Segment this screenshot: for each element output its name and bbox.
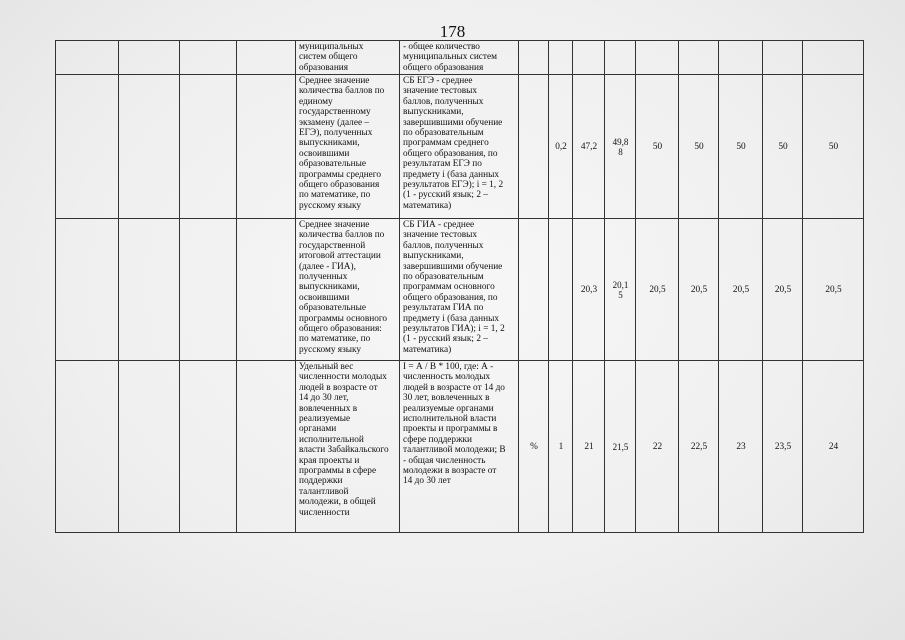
- text-line: 8: [618, 147, 623, 157]
- text-line: единому: [299, 96, 333, 107]
- method-cell: [400, 75, 519, 219]
- value-cell-4: 22,5: [679, 361, 719, 533]
- unit-cell: [519, 219, 549, 361]
- text-line: СБ ГИА - среднее: [403, 220, 475, 230]
- value-cell-4: 20,5: [679, 219, 719, 361]
- unit-cell: %: [519, 361, 549, 533]
- text-line: исполнительной власти: [403, 414, 497, 425]
- empty-cell: [237, 361, 296, 533]
- text-line: выпускниками,: [403, 251, 464, 262]
- unit-cell: [519, 41, 549, 75]
- text-line: программы среднего: [299, 169, 382, 180]
- value-cell-5: 23: [719, 361, 763, 533]
- table-row: [56, 75, 864, 219]
- text-line: образовательные: [299, 303, 366, 314]
- text-line: общего образования, по: [403, 148, 498, 159]
- text-line: количества баллов по: [299, 230, 385, 241]
- text-line: 14 до 30 лет,: [299, 393, 349, 404]
- value-cell-2: [605, 361, 636, 533]
- text-line: проекты и программы в: [403, 424, 498, 435]
- text-line: систем общего: [299, 52, 358, 63]
- text-line: полученных: [299, 272, 348, 283]
- text-line: 5: [618, 290, 623, 300]
- indicator-cell: [296, 41, 400, 75]
- text-line: молодежи, в общей: [299, 497, 376, 508]
- text-line: 20,1: [612, 280, 629, 290]
- value-cell-2: [605, 75, 636, 219]
- text-line: Среднее значение: [299, 220, 370, 230]
- text-line: молодежи в возрасте от: [403, 466, 497, 477]
- text-line: результатам ЕГЭ по: [403, 159, 482, 170]
- value-cell-5: 50: [719, 75, 763, 219]
- text-line: людей в возрасте от: [299, 382, 378, 393]
- text-line: завершившими обучение: [403, 261, 503, 272]
- text-line: муниципальных: [299, 42, 364, 52]
- text-line: численности: [299, 507, 350, 518]
- value-cell-7: 20,5: [803, 219, 864, 361]
- text-line: людей в возрасте от 14 до: [403, 382, 505, 393]
- text-line: 14 до 30 лет: [403, 476, 451, 487]
- text-line: (1 - русский язык; 2 –: [403, 190, 488, 201]
- value-cell-6: 50: [763, 75, 803, 219]
- text-line: органами: [299, 424, 337, 435]
- text-line: 30 лет, вовлеченных в: [403, 393, 490, 404]
- text-line: сфере поддержки: [403, 434, 472, 445]
- text-line: общего образования, по: [403, 292, 498, 303]
- empty-cell: [56, 75, 119, 219]
- value-cell-7: [803, 41, 864, 75]
- empty-cell: [237, 41, 296, 75]
- text-line: поддержки: [299, 476, 343, 487]
- value-cell-3: 50: [636, 75, 679, 219]
- text-line: реализуемые: [299, 414, 351, 425]
- text-line: освоившими: [299, 292, 350, 303]
- value-cell-1: [573, 75, 605, 219]
- empty-cell: [237, 219, 296, 361]
- text-line: муниципальных систем: [403, 52, 497, 63]
- text-line: государственному: [299, 107, 371, 118]
- base-value-cell: [549, 219, 573, 361]
- value-cell-7: 50: [803, 75, 864, 219]
- text-line: математика): [403, 200, 452, 211]
- text-line: предмету i (база данных: [403, 169, 499, 180]
- empty-cell: [56, 219, 119, 361]
- text-line: государственной: [299, 240, 366, 251]
- table-row: [56, 41, 864, 75]
- empty-cell: [237, 75, 296, 219]
- text-line: выпускниками,: [299, 138, 360, 149]
- text-line: (1 - русский язык; 2 –: [403, 334, 488, 345]
- page-number: 178: [439, 22, 466, 41]
- text-line: - общее количество: [403, 42, 480, 52]
- text-line: русскому языку: [299, 200, 362, 211]
- text-line: выпускниками,: [403, 107, 464, 118]
- indicator-cell: [296, 361, 400, 533]
- text-line: 49,8: [612, 137, 629, 147]
- indicator-cell: [296, 219, 400, 361]
- text-line: СБ ЕГЭ - среднее: [403, 76, 473, 86]
- indicators-table: [55, 40, 864, 533]
- value-cell-1: [573, 219, 605, 361]
- text-line: программам среднего: [403, 138, 489, 149]
- value-cell-5: 20,5: [719, 219, 763, 361]
- text-line: результатам ГИА по: [403, 303, 484, 314]
- text-line: общего образования: [403, 62, 484, 73]
- text-line: экзамену (далее –: [299, 117, 370, 128]
- empty-cell: [119, 41, 180, 75]
- empty-cell: [180, 41, 237, 75]
- empty-cell: [119, 75, 180, 219]
- empty-cell: [180, 361, 237, 533]
- base-value-cell: 1: [549, 361, 573, 533]
- value-cell-4: 50: [679, 75, 719, 219]
- value-cell-3: 20,5: [636, 219, 679, 361]
- value-cell-6: 20,5: [763, 219, 803, 361]
- text-line: математика): [403, 344, 452, 355]
- text-line: талантливой молодежи; В: [403, 445, 506, 456]
- text-line: результатов ГИА); i = 1, 2: [403, 324, 505, 335]
- text-line: 47,2: [580, 141, 598, 152]
- text-line: предмету i (база данных: [403, 313, 499, 324]
- text-line: края проекты и: [299, 455, 360, 466]
- base-value-cell: [549, 41, 573, 75]
- text-line: 20,3: [580, 284, 598, 295]
- text-line: Среднее значение: [299, 76, 370, 86]
- value-cell-4: [679, 41, 719, 75]
- value-cell-3: 22: [636, 361, 679, 533]
- text-line: 21: [584, 441, 594, 452]
- empty-cell: [180, 219, 237, 361]
- value-cell-5: [719, 41, 763, 75]
- empty-cell: [119, 219, 180, 361]
- text-line: завершившими обучение: [403, 117, 503, 128]
- method-cell: [400, 41, 519, 75]
- text-line: по образовательным: [403, 128, 484, 139]
- text-line: значение тестовых: [403, 230, 478, 241]
- text-line: (далее - ГИА),: [299, 261, 356, 272]
- text-line: Удельный вес: [299, 362, 354, 372]
- unit-cell: [519, 75, 549, 219]
- text-line: общего образования: [299, 180, 380, 191]
- text-line: итоговой аттестации: [299, 251, 381, 262]
- text-line: русскому языку: [299, 344, 362, 355]
- text-line: I = А / В * 100, где: А -: [403, 362, 494, 372]
- value-cell-1: [573, 41, 605, 75]
- text-line: численности молодых: [299, 372, 387, 383]
- text-line: по математике, по: [299, 334, 371, 345]
- table-row: [56, 219, 864, 361]
- text-line: власти Забайкальского: [299, 445, 389, 456]
- text-line: ЕГЭ), полученных: [299, 128, 373, 139]
- text-line: общего образования:: [299, 324, 382, 335]
- empty-cell: [56, 361, 119, 533]
- text-line: численность молодых: [403, 372, 491, 383]
- text-line: программам основного: [403, 282, 495, 293]
- text-line: освоившими: [299, 148, 350, 159]
- text-line: выпускниками,: [299, 282, 360, 293]
- value-cell-6: 23,5: [763, 361, 803, 533]
- text-line: 21,5: [612, 442, 629, 452]
- text-line: по математике, по: [299, 190, 371, 201]
- text-line: - общая численность: [403, 455, 486, 466]
- value-cell-2: [605, 41, 636, 75]
- value-cell-1: [573, 361, 605, 533]
- empty-cell: [56, 41, 119, 75]
- text-line: баллов, полученных: [403, 240, 484, 251]
- value-cell-7: 24: [803, 361, 864, 533]
- value-cell-6: [763, 41, 803, 75]
- value-cell-3: [636, 41, 679, 75]
- text-line: программы в сфере: [299, 466, 377, 477]
- text-line: количества баллов по: [299, 86, 385, 97]
- base-value-cell: 0,2: [549, 75, 573, 219]
- table-row: [56, 361, 864, 533]
- text-line: вовлеченных в: [299, 403, 358, 414]
- text-line: образовательные: [299, 159, 366, 170]
- method-cell: [400, 219, 519, 361]
- text-line: программы основного: [299, 313, 388, 324]
- text-line: по образовательным: [403, 272, 484, 283]
- indicator-cell: [296, 75, 400, 219]
- empty-cell: [119, 361, 180, 533]
- text-line: результатов ЕГЭ); i = 1, 2: [403, 180, 504, 191]
- empty-cell: [180, 75, 237, 219]
- text-line: талантливой: [299, 486, 349, 497]
- text-line: исполнительной: [299, 434, 364, 445]
- method-cell: [400, 361, 519, 533]
- value-cell-2: [605, 219, 636, 361]
- text-line: значение тестовых: [403, 86, 478, 97]
- text-line: баллов, полученных: [403, 96, 484, 107]
- text-line: образования: [299, 62, 349, 73]
- text-line: реализуемые органами: [403, 403, 494, 414]
